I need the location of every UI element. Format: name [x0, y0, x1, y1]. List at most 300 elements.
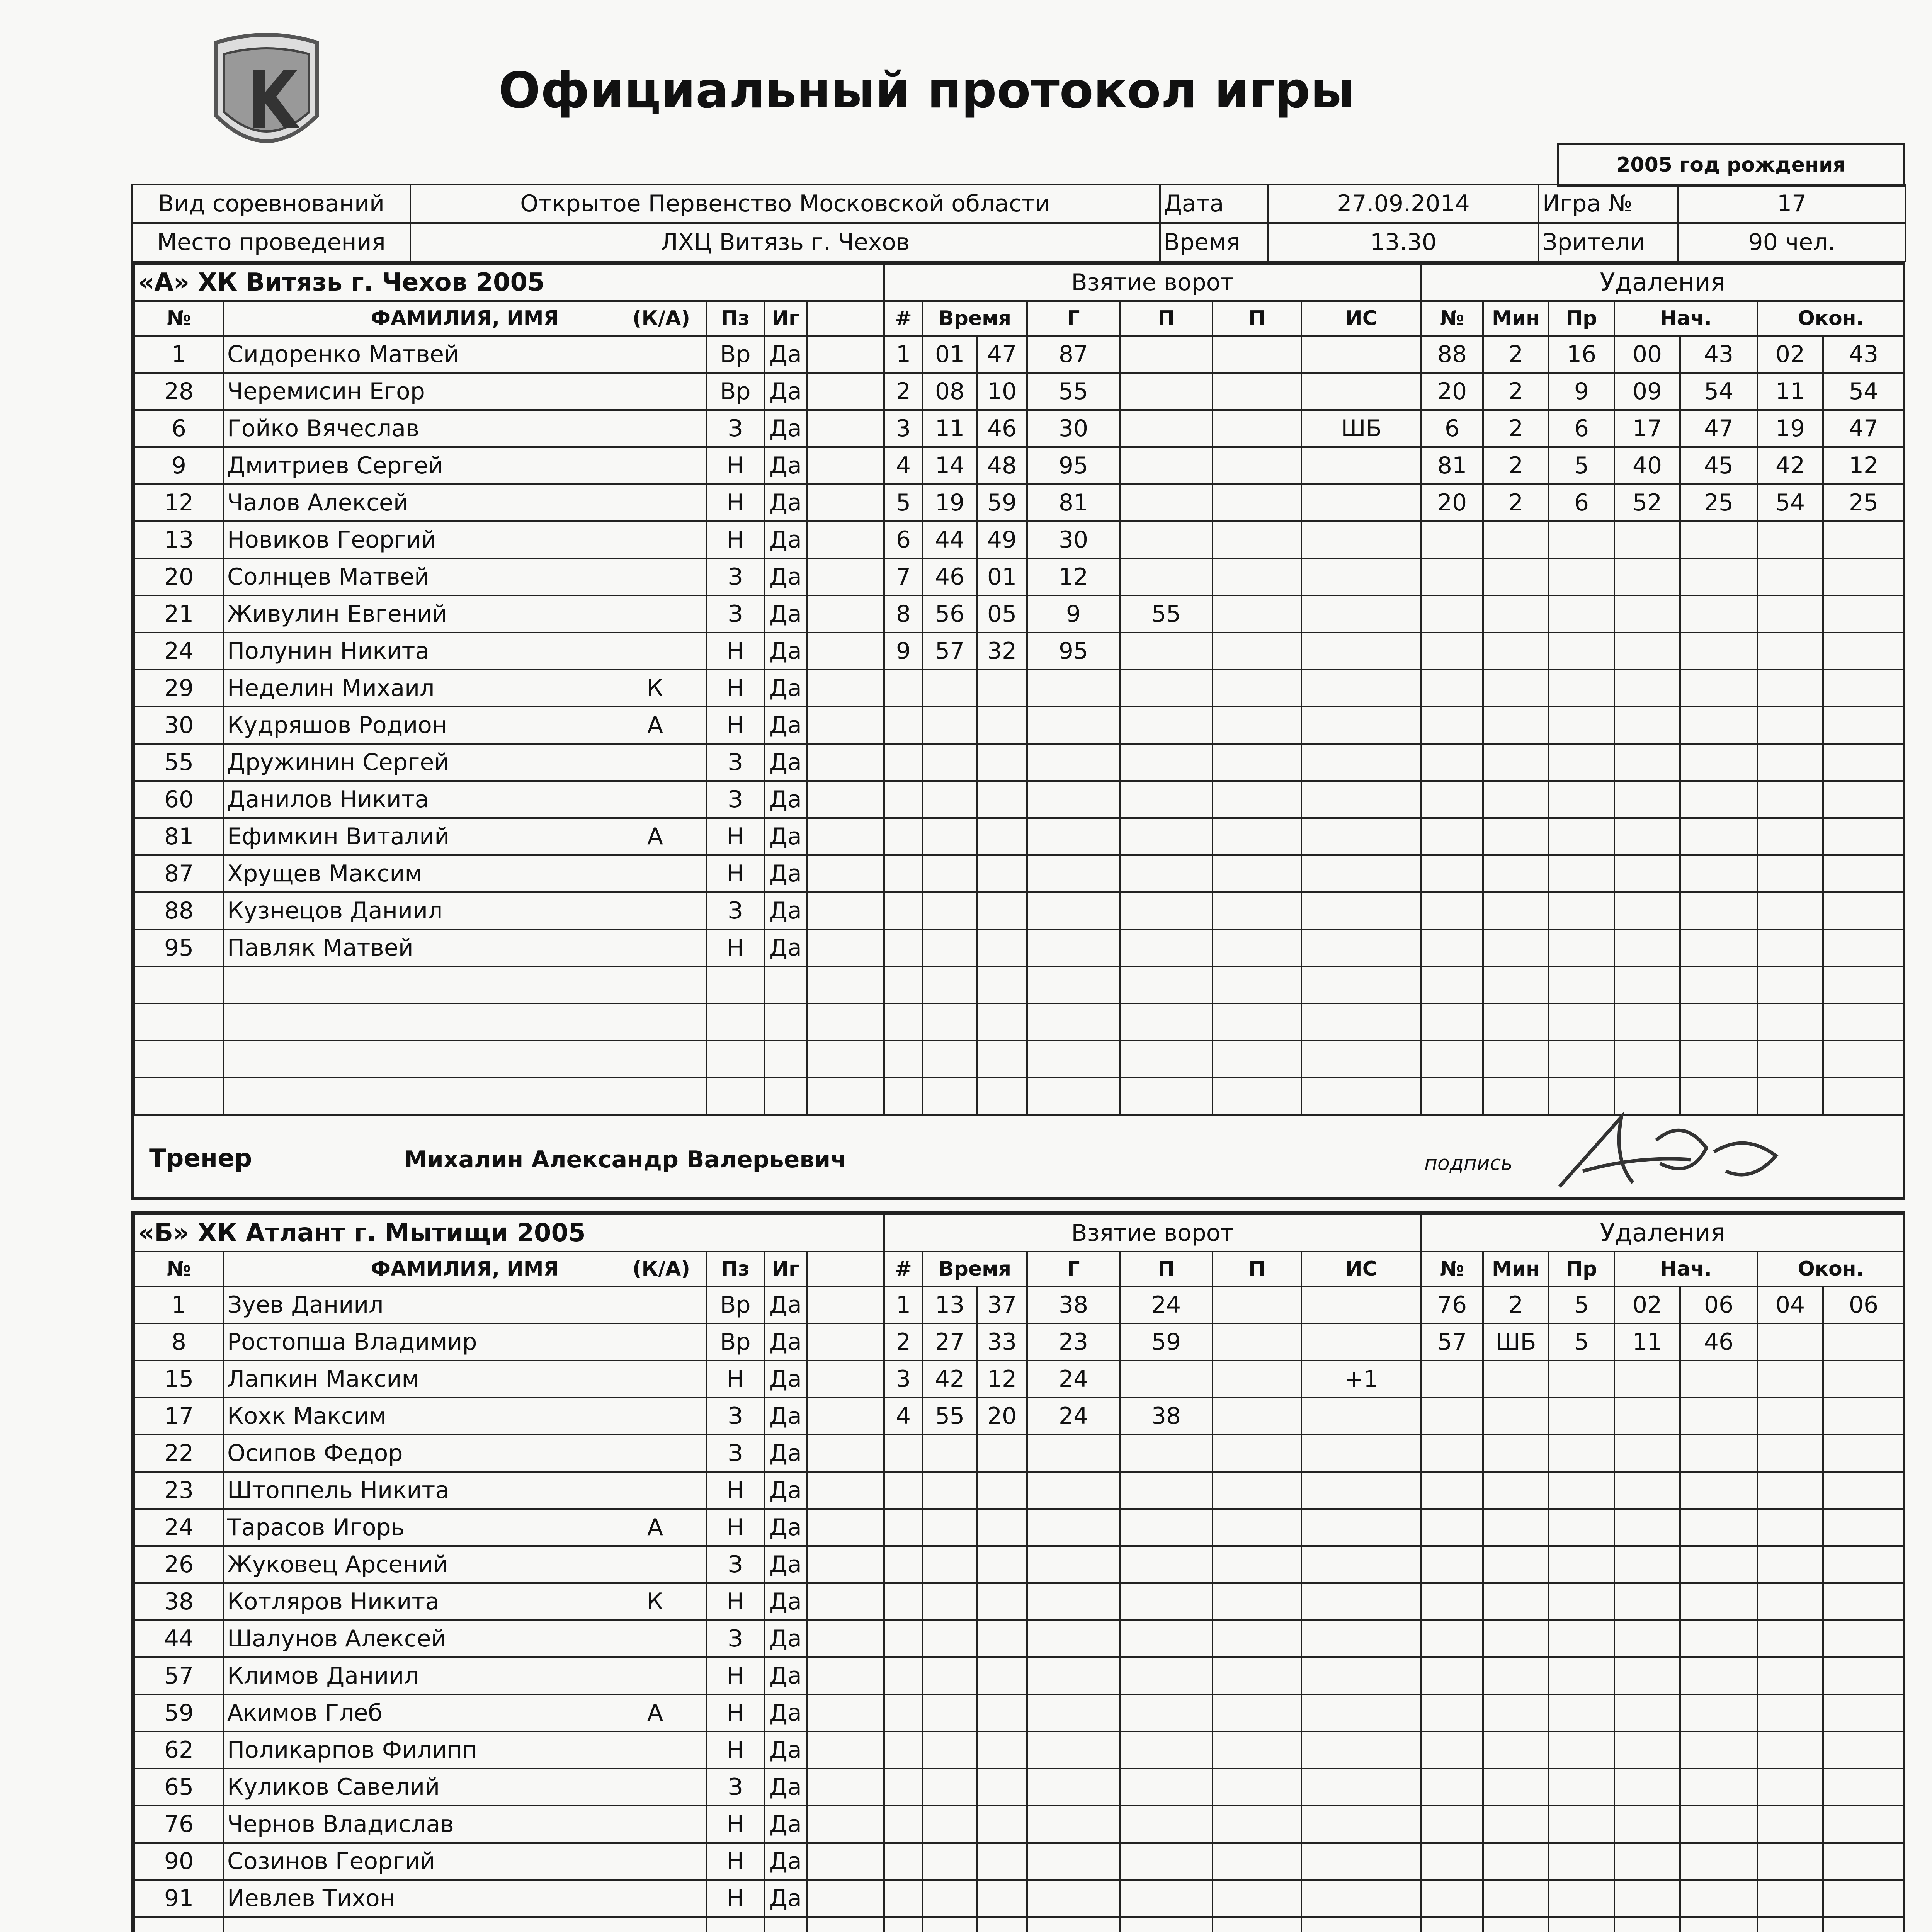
goal-number	[884, 1657, 923, 1694]
player-row	[134, 1323, 884, 1361]
col-pos: Пз	[706, 301, 764, 336]
assist-2	[1213, 558, 1301, 595]
goal-minute	[923, 1880, 977, 1917]
penalty-row	[1421, 1583, 1904, 1620]
player-position: Н	[706, 447, 764, 484]
penalty-reason: 16	[1549, 336, 1614, 373]
goal-scorer	[1027, 1843, 1120, 1880]
goal-second: 59	[977, 484, 1027, 521]
penalty-minutes	[1483, 855, 1549, 892]
penalty-reason	[1549, 1917, 1614, 1932]
player-name	[223, 1003, 706, 1041]
penalty-end-min	[1757, 781, 1823, 818]
player-name: Живулин Евгений	[223, 595, 706, 633]
goal-minute	[923, 1731, 977, 1769]
player-row	[134, 1003, 884, 1041]
penalty-end-sec	[1823, 818, 1904, 855]
goal-second	[977, 1620, 1027, 1657]
penalty-row	[1421, 707, 1904, 744]
player-position: З	[706, 781, 764, 818]
penalty-row	[1421, 1435, 1904, 1472]
assist-2	[1213, 447, 1301, 484]
goal-scorer	[1027, 966, 1120, 1003]
goal-number	[884, 855, 923, 892]
goal-row	[884, 744, 1421, 781]
spectators-label: Зрители	[1539, 223, 1678, 262]
penalty-end-min	[1757, 633, 1823, 670]
goal-situation	[1301, 781, 1421, 818]
player-name: Чалов Алексей	[223, 484, 706, 521]
penalty-start-sec	[1680, 1003, 1757, 1041]
player-number: 76	[134, 1806, 223, 1843]
goal-number	[884, 1917, 923, 1932]
team-b-penalties: Удаления № Мин Пр Нач. Окон. 76 2 5 02 06 04 06 57 ШБ 5 11 46	[1420, 1214, 1905, 1932]
penalty-player	[1421, 818, 1483, 855]
goal-scorer	[1027, 1620, 1120, 1657]
penalty-end-sec	[1823, 929, 1904, 966]
penalty-row	[1421, 1917, 1904, 1932]
penalty-player	[1421, 929, 1483, 966]
team-a-penalties: Удаления № Мин Пр Нач. Окон. 88 2 16 00 43 02 43 20 2 9 09 54 11 54 6 2 6 17 47 19 47 81 2 5 40 45 42 12 20 2 6 52 25 54 25	[1420, 263, 1905, 1116]
player-number: 29	[134, 670, 223, 707]
penalty-end-sec	[1823, 633, 1904, 670]
penalty-reason	[1549, 1694, 1614, 1731]
player-played: Да	[764, 1731, 807, 1769]
assist-2	[1213, 1435, 1301, 1472]
player-position	[706, 966, 764, 1003]
penalty-end-min	[1757, 1323, 1823, 1361]
player-position: Н	[706, 1361, 764, 1398]
player-played: Да	[764, 818, 807, 855]
penalty-row	[1421, 1398, 1904, 1435]
penalty-minutes	[1483, 1917, 1549, 1932]
penalty-player	[1421, 1694, 1483, 1731]
penalty-start-sec	[1680, 1657, 1757, 1694]
goal-row	[884, 1657, 1421, 1694]
competition: Открытое Первенство Московской области	[410, 184, 1160, 223]
goal-second: 37	[977, 1286, 1027, 1323]
penalty-player	[1421, 1620, 1483, 1657]
goal-second	[977, 1657, 1027, 1694]
goal-number: 1	[884, 336, 923, 373]
goal-scorer	[1027, 1731, 1120, 1769]
document-title: Официальный протокол игры	[498, 62, 1355, 119]
penalty-start-min	[1614, 892, 1680, 929]
penalty-end-sec	[1823, 1657, 1904, 1694]
penalty-start-sec	[1680, 1769, 1757, 1806]
goal-minute	[923, 1583, 977, 1620]
player-row	[134, 1657, 884, 1694]
penalty-start-sec	[1680, 521, 1757, 558]
penalty-minutes	[1483, 558, 1549, 595]
penalty-player	[1421, 558, 1483, 595]
penalty-start-min	[1614, 1509, 1680, 1546]
penalty-start-min	[1614, 1731, 1680, 1769]
goal-situation	[1301, 595, 1421, 633]
penalty-start-min	[1614, 781, 1680, 818]
penalty-reason	[1549, 744, 1614, 781]
penalty-start-min: 11	[1614, 1323, 1680, 1361]
goal-scorer	[1027, 1917, 1120, 1932]
team-a-coach-signature	[1544, 1094, 1815, 1202]
penalty-start-sec	[1680, 892, 1757, 929]
goal-row	[884, 818, 1421, 855]
assist-2	[1213, 744, 1301, 781]
goal-number	[884, 1694, 923, 1731]
penalty-end-sec	[1823, 558, 1904, 595]
goal-scorer	[1027, 781, 1120, 818]
player-number: 9	[134, 447, 223, 484]
goal-second: 48	[977, 447, 1027, 484]
header-table	[131, 184, 1906, 262]
penalty-start-min	[1614, 1843, 1680, 1880]
goal-minute	[923, 1769, 977, 1806]
goal-second	[977, 1546, 1027, 1583]
assist-1	[1120, 670, 1213, 707]
penalty-player	[1421, 670, 1483, 707]
penalty-end-sec	[1823, 892, 1904, 929]
penalty-end-min	[1757, 1843, 1823, 1880]
penalty-start-sec	[1680, 1398, 1757, 1435]
goal-number	[884, 781, 923, 818]
player-name: Ростопша Владимир	[223, 1323, 706, 1361]
team-a-roster	[134, 263, 885, 1116]
player-played: Да	[764, 855, 807, 892]
penalty-end-min: 42	[1757, 447, 1823, 484]
player-number: 1	[134, 336, 223, 373]
team-b-goals: Взятие ворот # Время Г П П ИС 1 13 37 38 24 2 27 33 23 59 3 42 12 24 +1 4 55 20 24 38	[883, 1214, 1422, 1932]
assist-2	[1213, 670, 1301, 707]
player-played: Да	[764, 1769, 807, 1806]
penalty-minutes	[1483, 1078, 1549, 1115]
assist-2	[1213, 1361, 1301, 1398]
goal-scorer: 30	[1027, 521, 1120, 558]
player-position: Н	[706, 484, 764, 521]
goal-minute: 42	[923, 1361, 977, 1398]
player-row	[134, 447, 884, 484]
penalty-start-min	[1614, 1546, 1680, 1583]
assist-2	[1213, 855, 1301, 892]
assist-2	[1213, 595, 1301, 633]
player-position: Н	[706, 521, 764, 558]
penalty-start-min	[1614, 929, 1680, 966]
penalty-start-sec	[1680, 929, 1757, 966]
birth-year: 2005 год рождения	[1558, 144, 1904, 186]
goal-situation	[1301, 1398, 1421, 1435]
assist-1	[1120, 1003, 1213, 1041]
player-row	[134, 1472, 884, 1509]
goal-situation	[1301, 1323, 1421, 1361]
goal-scorer	[1027, 1472, 1120, 1509]
goal-situation	[1301, 1078, 1421, 1115]
assist-1: 59	[1120, 1323, 1213, 1361]
penalty-start-min: 09	[1614, 373, 1680, 410]
player-played: Да	[764, 1398, 807, 1435]
goal-number: 3	[884, 410, 923, 447]
penalty-start-sec	[1680, 558, 1757, 595]
player-number: 38	[134, 1583, 223, 1620]
goal-number	[884, 1078, 923, 1115]
penalty-player	[1421, 595, 1483, 633]
penalty-end-sec	[1823, 1620, 1904, 1657]
assist-2	[1213, 1583, 1301, 1620]
time-label: Время	[1160, 223, 1268, 262]
goal-situation	[1301, 1731, 1421, 1769]
penalty-end-sec: 47	[1823, 410, 1904, 447]
player-name	[223, 1917, 706, 1932]
penalty-player	[1421, 1880, 1483, 1917]
penalty-start-sec	[1680, 1694, 1757, 1731]
penalty-minutes	[1483, 1041, 1549, 1078]
player-played: Да	[764, 410, 807, 447]
player-position: Н	[706, 929, 764, 966]
player-row	[134, 1078, 884, 1115]
penalty-minutes	[1483, 521, 1549, 558]
player-played: Да	[764, 521, 807, 558]
penalty-minutes	[1483, 744, 1549, 781]
goal-scorer: 55	[1027, 373, 1120, 410]
penalty-end-sec	[1823, 1769, 1904, 1806]
penalty-row	[1421, 1806, 1904, 1843]
penalty-minutes	[1483, 1769, 1549, 1806]
goal-minute	[923, 1435, 977, 1472]
penalty-start-sec	[1680, 1041, 1757, 1078]
penalty-end-sec	[1823, 670, 1904, 707]
penalty-end-sec: 54	[1823, 373, 1904, 410]
goal-row	[884, 410, 1421, 447]
team-a-coach-label: Тренер	[149, 1144, 252, 1173]
goal-number	[884, 670, 923, 707]
player-position: Н	[706, 1880, 764, 1917]
penalty-start-sec: 54	[1680, 373, 1757, 410]
player-name: Кудряшов Родион А	[223, 707, 706, 744]
player-number: 91	[134, 1880, 223, 1917]
assist-1	[1120, 1769, 1213, 1806]
penalty-row	[1421, 521, 1904, 558]
goal-minute	[923, 1546, 977, 1583]
penalty-reason	[1549, 1806, 1614, 1843]
player-position: З	[706, 744, 764, 781]
goal-row	[884, 1003, 1421, 1041]
goal-scorer	[1027, 744, 1120, 781]
player-played: Да	[764, 558, 807, 595]
player-row	[134, 558, 884, 595]
penalty-start-sec: 45	[1680, 447, 1757, 484]
goal-situation	[1301, 633, 1421, 670]
goal-number: 4	[884, 1398, 923, 1435]
penalty-end-sec	[1823, 1509, 1904, 1546]
penalty-end-min	[1757, 929, 1823, 966]
penalty-end-min	[1757, 558, 1823, 595]
player-number: 6	[134, 410, 223, 447]
player-played: Да	[764, 447, 807, 484]
start-time: 13.30	[1268, 223, 1539, 262]
assist-2	[1213, 929, 1301, 966]
player-number: 12	[134, 484, 223, 521]
goal-situation: ШБ	[1301, 410, 1421, 447]
assist-1	[1120, 929, 1213, 966]
penalty-minutes	[1483, 670, 1549, 707]
goal-second	[977, 1509, 1027, 1546]
assist-2	[1213, 1694, 1301, 1731]
penalty-start-min	[1614, 818, 1680, 855]
goal-row	[884, 1880, 1421, 1917]
player-played	[764, 1041, 807, 1078]
player-number	[134, 1078, 223, 1115]
goal-second: 47	[977, 336, 1027, 373]
penalty-start-min	[1614, 1620, 1680, 1657]
player-row	[134, 373, 884, 410]
assist-2	[1213, 781, 1301, 818]
penalty-end-min	[1757, 1583, 1823, 1620]
penalty-reason: 6	[1549, 484, 1614, 521]
penalty-end-sec	[1823, 1843, 1904, 1880]
player-played: Да	[764, 595, 807, 633]
penalty-start-sec: 43	[1680, 336, 1757, 373]
penalty-player	[1421, 744, 1483, 781]
goal-minute: 01	[923, 336, 977, 373]
player-number: 95	[134, 929, 223, 966]
penalty-player: 6	[1421, 410, 1483, 447]
penalty-player	[1421, 1917, 1483, 1932]
player-name: Гойко Вячеслав	[223, 410, 706, 447]
goal-scorer	[1027, 707, 1120, 744]
goal-situation	[1301, 1472, 1421, 1509]
penalty-row	[1421, 410, 1904, 447]
penalty-start-min: 00	[1614, 336, 1680, 373]
player-number: 57	[134, 1657, 223, 1694]
goal-scorer	[1027, 855, 1120, 892]
penalty-reason: 5	[1549, 1286, 1614, 1323]
penalty-reason	[1549, 1509, 1614, 1546]
penalty-end-min	[1757, 1361, 1823, 1398]
penalty-end-min	[1757, 818, 1823, 855]
assist-1: 38	[1120, 1398, 1213, 1435]
competition-label: Вид соревнований	[132, 184, 410, 223]
penalty-player	[1421, 1509, 1483, 1546]
team-a-goals: Взятие ворот # Время Г П П ИС 1 01 47 87 2 08 10 55 3 11 46 30 ШБ 4 14 48 95 5 19 59 81 6 44 49 30 7 46 01 12 8 56 05 9 55 9 57 32 95	[883, 263, 1422, 1116]
assist-1	[1120, 1880, 1213, 1917]
assist-1	[1120, 744, 1213, 781]
assist-2	[1213, 1880, 1301, 1917]
penalty-end-sec	[1823, 1546, 1904, 1583]
penalty-reason	[1549, 1398, 1614, 1435]
player-number: 81	[134, 818, 223, 855]
penalty-minutes	[1483, 633, 1549, 670]
penalty-end-sec	[1823, 595, 1904, 633]
penalty-player	[1421, 1472, 1483, 1509]
goal-minute	[923, 1078, 977, 1115]
goal-scorer	[1027, 1435, 1120, 1472]
player-row	[134, 781, 884, 818]
assist-1	[1120, 1806, 1213, 1843]
player-row	[134, 1620, 884, 1657]
player-name: Созинов Георгий	[223, 1843, 706, 1880]
player-name: Хрущев Максим	[223, 855, 706, 892]
player-number: 55	[134, 744, 223, 781]
assist-1	[1120, 1917, 1213, 1932]
player-number: 60	[134, 781, 223, 818]
penalty-end-min	[1757, 1620, 1823, 1657]
league-logo	[209, 27, 325, 166]
player-name: Куликов Савелий	[223, 1769, 706, 1806]
penalty-row	[1421, 966, 1904, 1003]
goal-row	[884, 1041, 1421, 1078]
assist-1	[1120, 1657, 1213, 1694]
penalty-reason	[1549, 670, 1614, 707]
penalty-start-sec: 06	[1680, 1286, 1757, 1323]
assist-2	[1213, 1731, 1301, 1769]
goal-number: 4	[884, 447, 923, 484]
player-played: Да	[764, 707, 807, 744]
penalty-end-min	[1757, 1398, 1823, 1435]
goal-situation	[1301, 521, 1421, 558]
penalty-row	[1421, 1843, 1904, 1880]
captain-mark: К	[646, 675, 663, 702]
penalty-minutes	[1483, 1657, 1549, 1694]
penalty-end-min	[1757, 1041, 1823, 1078]
player-position: Н	[706, 1583, 764, 1620]
player-row	[134, 1731, 884, 1769]
penalty-start-sec	[1680, 966, 1757, 1003]
player-row	[134, 1286, 884, 1323]
player-name: Солнцев Матвей	[223, 558, 706, 595]
penalty-end-sec	[1823, 1041, 1904, 1078]
player-played: Да	[764, 1546, 807, 1583]
penalty-player	[1421, 1769, 1483, 1806]
goal-minute	[923, 1694, 977, 1731]
goal-situation	[1301, 484, 1421, 521]
goal-scorer	[1027, 1583, 1120, 1620]
penalty-end-min	[1757, 595, 1823, 633]
goal-row	[884, 1435, 1421, 1472]
goal-second	[977, 781, 1027, 818]
goal-scorer	[1027, 1806, 1120, 1843]
assist-1	[1120, 1041, 1213, 1078]
goal-scorer	[1027, 1003, 1120, 1041]
player-row	[134, 818, 884, 855]
player-row	[134, 410, 884, 447]
penalty-player: 81	[1421, 447, 1483, 484]
player-played: Да	[764, 929, 807, 966]
player-name	[223, 1041, 706, 1078]
captain-mark: К	[646, 1588, 663, 1615]
goal-situation	[1301, 1435, 1421, 1472]
player-number: 24	[134, 1509, 223, 1546]
goal-minute	[923, 892, 977, 929]
player-position	[706, 1078, 764, 1115]
penalty-minutes	[1483, 1620, 1549, 1657]
penalty-reason	[1549, 1880, 1614, 1917]
player-position: З	[706, 1769, 764, 1806]
goal-row	[884, 855, 1421, 892]
penalty-start-sec	[1680, 1435, 1757, 1472]
penalty-reason	[1549, 633, 1614, 670]
goal-scorer	[1027, 1041, 1120, 1078]
assist-2	[1213, 521, 1301, 558]
penalty-end-sec: 43	[1823, 336, 1904, 373]
goal-row	[884, 1583, 1421, 1620]
goal-scorer	[1027, 892, 1120, 929]
player-name: Жуковец Арсений	[223, 1546, 706, 1583]
penalty-row	[1421, 892, 1904, 929]
goal-row	[884, 1286, 1421, 1323]
player-name: Тарасов Игорь А	[223, 1509, 706, 1546]
penalty-reason	[1549, 1041, 1614, 1078]
team-b-roster: «Б» ХК Атлант г. Мытищи 2005 № ФАМИЛИЯ, ИМЯ (К/А) Пз Иг 1 Зуев Даниил Вр Да 8 Ростопша Владимир Вр Да 15 Лапкин Максим Н Да 17 Кохк Максим З Да 22 Осипов Федор З Да 23 Штоппель Никита Н Да 24 Тарасов Игорь А Н Да 26 Жуковец Арсений З Да 38 Котляров Никита К Н Да 44 Шалунов Алексей З Да 57 Климов Даниил Н Да 59 Акимов Глеб А Н Да 62 Поликарпов Филипп Н Да 65 Куликов Савелий З Да 76 Чернов Владислав Н Да 90 Созинов Георгий Н Да 91 Иевлев Тихон Н Да	[134, 1214, 885, 1932]
player-played: Да	[764, 1323, 807, 1361]
player-position: З	[706, 595, 764, 633]
